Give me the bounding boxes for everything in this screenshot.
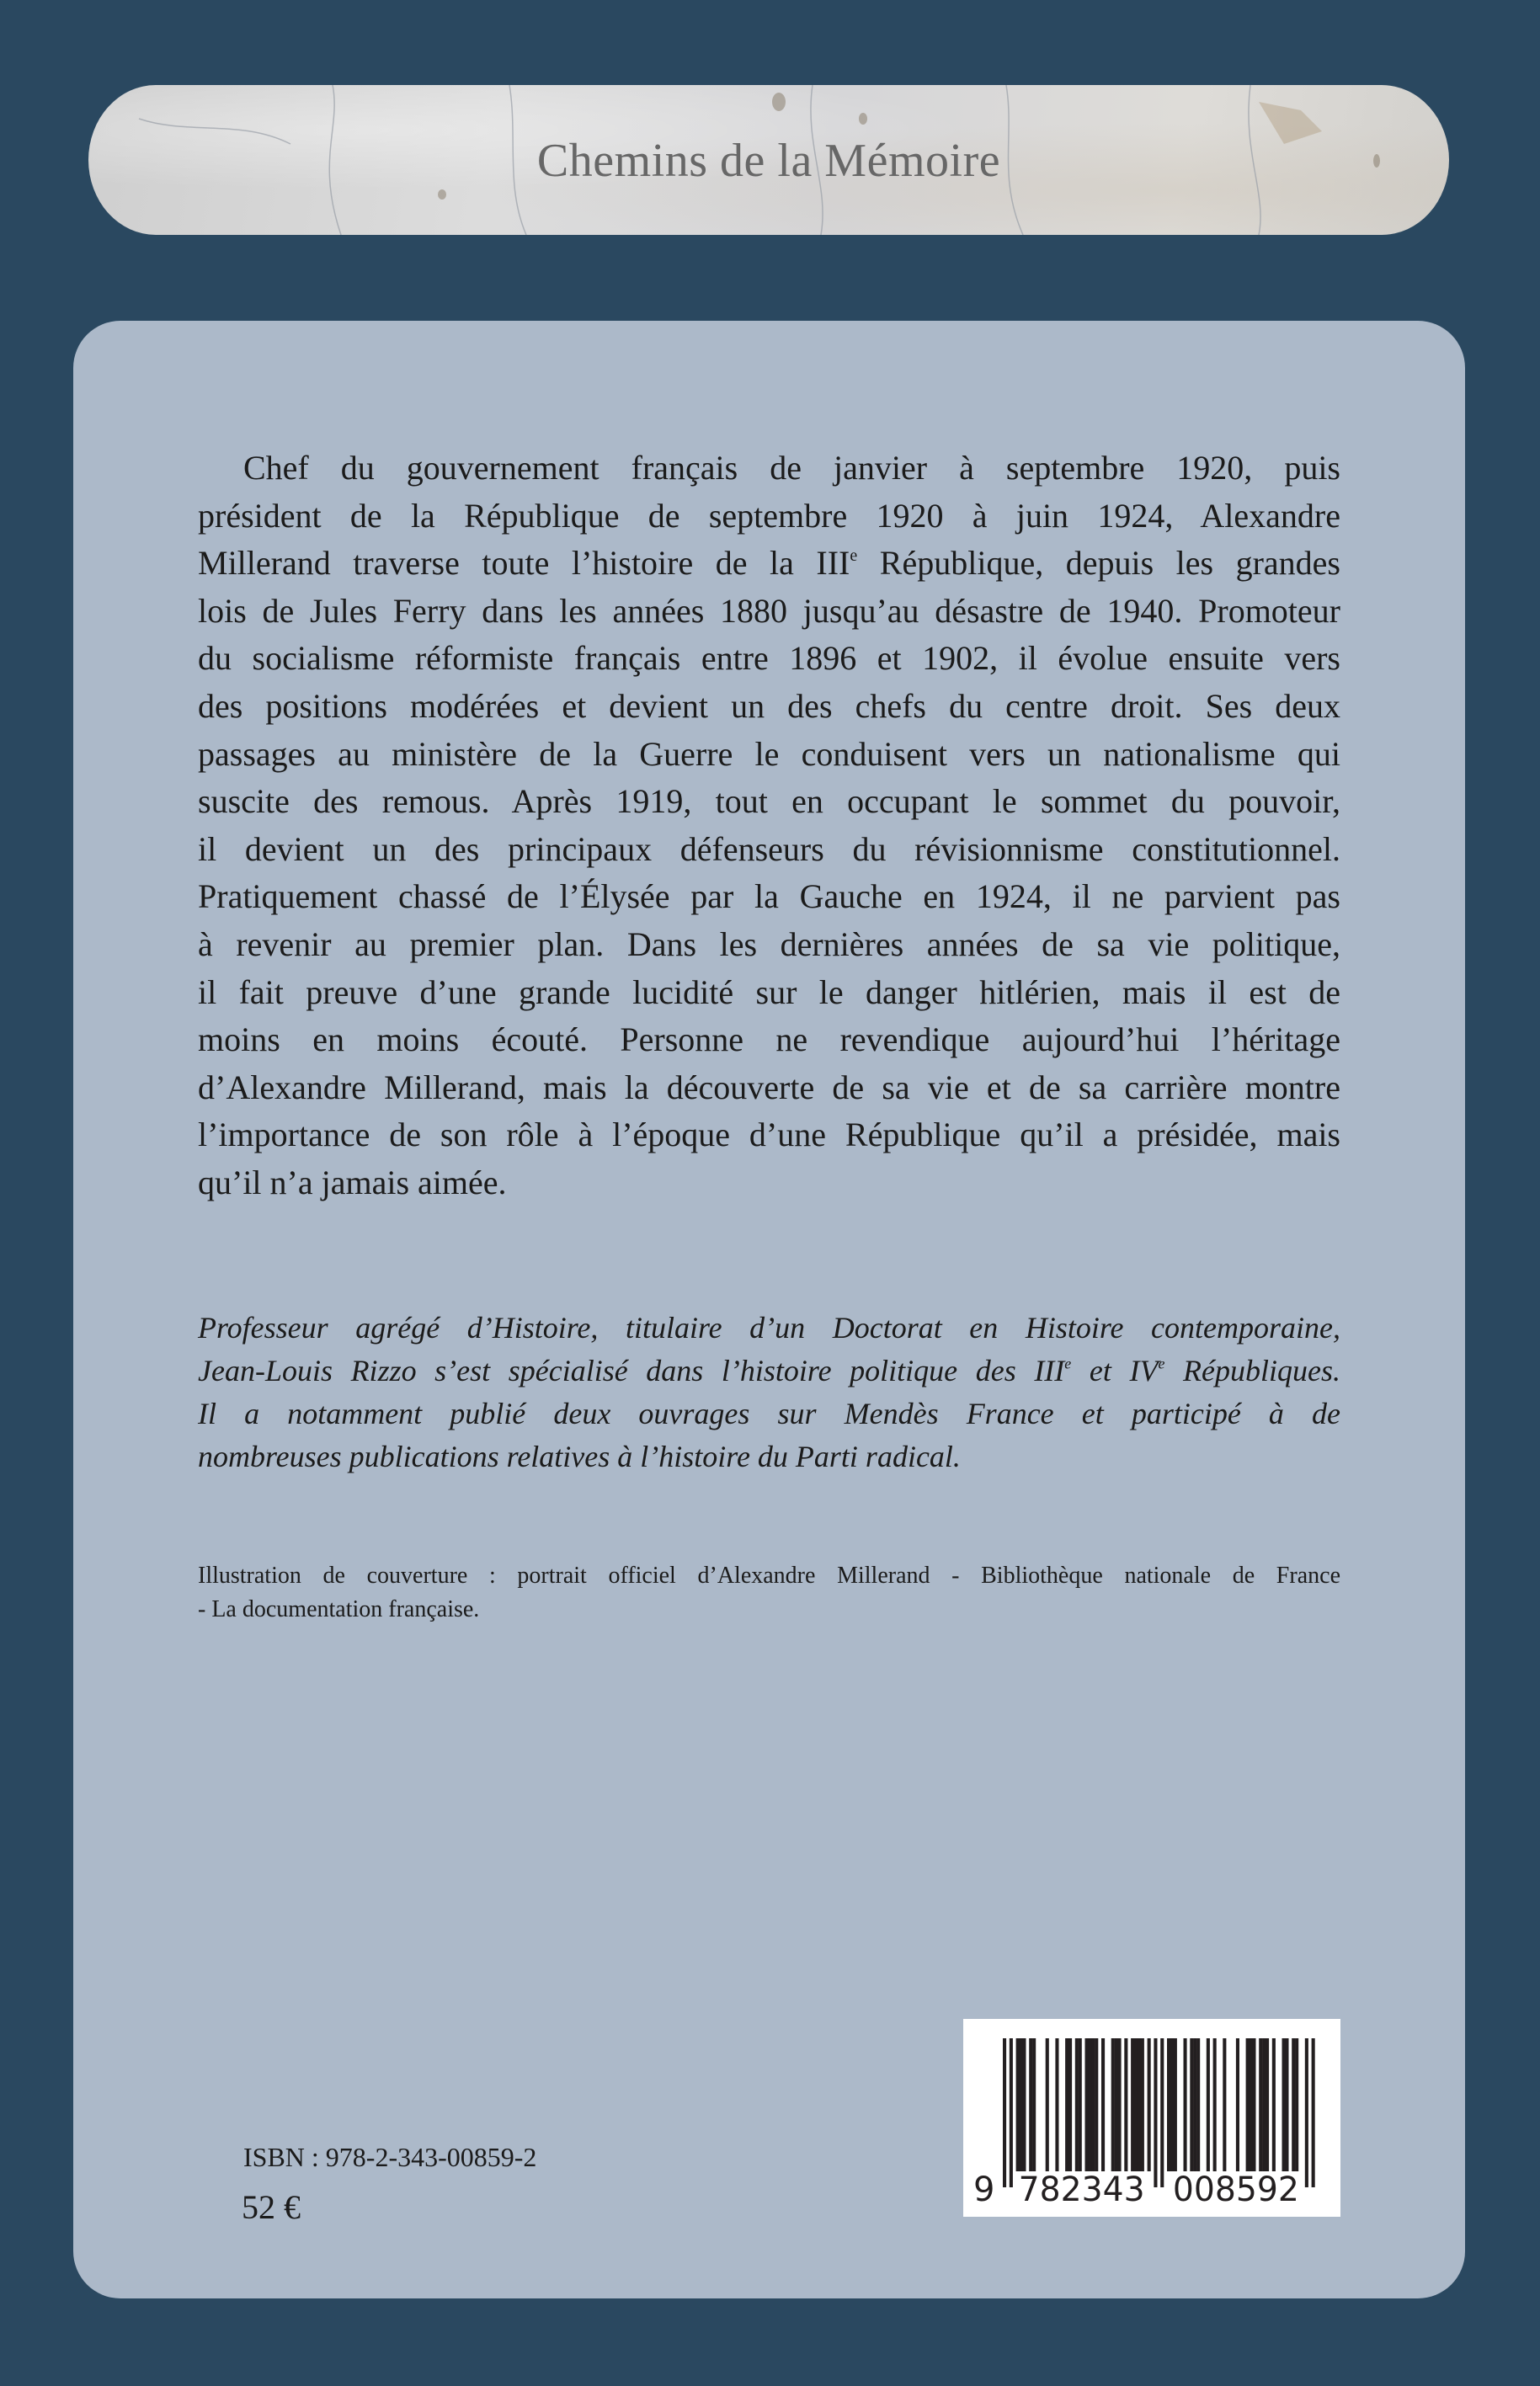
barcode-bar bbox=[1223, 2038, 1226, 2171]
barcode-bar bbox=[1068, 2038, 1072, 2171]
barcode-bar bbox=[1101, 2038, 1105, 2171]
text-segment: l’importance de son rôle à l’époque d’une République qu’il a présidée, mais bbox=[198, 1116, 1340, 1154]
barcode-bar bbox=[1213, 2038, 1217, 2171]
text-line bbox=[198, 1350, 1340, 1393]
author-bio bbox=[198, 1307, 1340, 1478]
superscript: e bbox=[1158, 1355, 1165, 1372]
price: 52 € bbox=[242, 2188, 301, 2226]
text-line bbox=[198, 731, 1340, 779]
text-line bbox=[198, 921, 1340, 969]
barcode-bar bbox=[1272, 2038, 1276, 2171]
barcode-bar bbox=[1022, 2038, 1026, 2171]
barcode-digits: 782343 bbox=[1018, 2170, 1145, 2209]
barcode-bar bbox=[1252, 2038, 1255, 2171]
barcode bbox=[963, 2019, 1340, 2217]
text-line bbox=[198, 1307, 1340, 1350]
barcode-bar bbox=[1095, 2038, 1098, 2171]
barcode-bars bbox=[963, 2019, 1340, 2217]
barcode-bar bbox=[1111, 2038, 1115, 2171]
barcode-bar bbox=[1262, 2038, 1266, 2171]
barcode-bar bbox=[1046, 2038, 1049, 2171]
barcode-bar bbox=[1065, 2038, 1068, 2171]
barcode-bar bbox=[1190, 2038, 1193, 2171]
text-segment: Il a notamment publié deux ouvrages sur Mendès France et participé à de bbox=[198, 1397, 1340, 1430]
text-line bbox=[198, 493, 1340, 541]
barcode-bar bbox=[1170, 2038, 1174, 2171]
text-segment: Illustration de couverture : portrait officiel d’Alexandre Millerand - Bibliothèque nationale de France bbox=[198, 1563, 1340, 1589]
barcode-bar bbox=[1079, 2038, 1082, 2171]
text-segment: président de la République de septembre 1920 à juin 1924, Alexandre bbox=[198, 496, 1340, 535]
text-segment: Chef du gouvernement français de janvier à septembre 1920, puis bbox=[243, 449, 1340, 487]
text-segment: Républiques. bbox=[1164, 1354, 1341, 1387]
text-segment: du socialisme réformiste français entre 1896 et 1902, il évolue ensuite vers bbox=[198, 639, 1340, 678]
barcode-bar bbox=[1003, 2038, 1006, 2187]
barcode-bar bbox=[1160, 2038, 1164, 2187]
barcode-digits: 9 bbox=[973, 2170, 995, 2209]
text-line bbox=[198, 1593, 1340, 1627]
text-line bbox=[198, 588, 1340, 636]
text-segment: Pratiquement chassé de l’Élysée par la Gauche en 1924, il ne parvient pas bbox=[198, 877, 1340, 916]
text-segment: des positions modérées et devient un des chefs du centre droit. Ses deux bbox=[198, 686, 1340, 725]
text-line bbox=[198, 1064, 1340, 1112]
summary-paragraph bbox=[198, 445, 1340, 1207]
barcode-bar bbox=[1085, 2038, 1089, 2171]
text-segment: suscite des remous. Après 1919, tout en occupant le sommet du pouvoir, bbox=[198, 782, 1340, 821]
text-line bbox=[198, 778, 1340, 826]
barcode-bar bbox=[1259, 2038, 1262, 2171]
text-line bbox=[198, 683, 1340, 731]
barcode-bar bbox=[1141, 2038, 1144, 2171]
text-segment: moins en moins écouté. Personne ne revendique aujourd’hui l’héritage bbox=[198, 1020, 1340, 1059]
barcode-bar bbox=[1312, 2038, 1315, 2187]
text-segment: et IV bbox=[1071, 1354, 1159, 1387]
superscript: e bbox=[850, 546, 858, 566]
barcode-bar bbox=[1266, 2038, 1269, 2171]
barcode-bar bbox=[1167, 2038, 1170, 2171]
barcode-bar bbox=[1250, 2038, 1253, 2171]
barcode-bar bbox=[1154, 2038, 1157, 2187]
series-title: Chemins de la Mémoire bbox=[536, 135, 1001, 187]
text-segment: - La documentation française. bbox=[198, 1596, 480, 1622]
barcode-bar bbox=[1174, 2038, 1177, 2171]
barcode-bar bbox=[1138, 2038, 1141, 2171]
barcode-bar bbox=[1184, 2038, 1187, 2171]
barcode-bar bbox=[1075, 2038, 1079, 2171]
text-segment: République, depuis les grandes bbox=[857, 544, 1340, 583]
barcode-bar bbox=[1115, 2038, 1118, 2171]
text-line bbox=[198, 969, 1340, 1017]
text-line bbox=[198, 1111, 1340, 1159]
barcode-bar bbox=[1118, 2038, 1122, 2171]
text-segment: d’Alexandre Millerand, mais la découverte de sa vie et de sa carrière montre bbox=[198, 1068, 1340, 1106]
text-line bbox=[198, 445, 1340, 493]
text-segment: passages au ministère de la Guerre le conduisent vers un nationalisme qui bbox=[198, 734, 1340, 773]
text-segment: Professeur agrégé d’Histoire, titulaire d’un Doctorat en Histoire contemporaine, bbox=[198, 1311, 1340, 1345]
text-line bbox=[198, 1159, 1340, 1207]
text-segment: il fait preuve d’une grande lucidité sur le danger hitlérien, mais il est de bbox=[198, 972, 1340, 1011]
barcode-bar bbox=[1134, 2038, 1138, 2171]
barcode-bar bbox=[1207, 2038, 1210, 2171]
barcode-bar bbox=[1295, 2038, 1298, 2171]
barcode-bar bbox=[1029, 2038, 1032, 2171]
barcode-bar bbox=[1131, 2038, 1134, 2171]
text-line bbox=[198, 635, 1340, 683]
text-line bbox=[198, 1016, 1340, 1064]
barcode-bar bbox=[1305, 2038, 1308, 2187]
barcode-bar bbox=[1196, 2038, 1200, 2171]
barcode-bar bbox=[1091, 2038, 1095, 2171]
text-segment: lois de Jules Ferry dans les années 1880 jusqu’au désastre de 1940. Promoteur bbox=[198, 591, 1340, 630]
barcode-bar bbox=[1282, 2038, 1286, 2171]
text-line bbox=[198, 1435, 1340, 1478]
isbn: ISBN : 978-2-343-00859-2 bbox=[243, 2142, 537, 2172]
text-segment: qu’il n’a jamais aimée. bbox=[198, 1163, 507, 1201]
text-line bbox=[198, 873, 1340, 921]
barcode-bar bbox=[1016, 2038, 1020, 2171]
barcode-bar bbox=[1088, 2038, 1091, 2171]
barcode-bar bbox=[1285, 2038, 1288, 2171]
text-line bbox=[198, 540, 1340, 588]
text-line bbox=[198, 1393, 1340, 1435]
text-segment: à revenir au premier plan. Dans les dernières années de sa vie politique, bbox=[198, 924, 1340, 963]
barcode-bar bbox=[1193, 2038, 1196, 2171]
barcode-digits: 008592 bbox=[1172, 2170, 1299, 2209]
text-segment: Jean-Louis Rizzo s’est spécialisé dans l’histoire politique des III bbox=[198, 1354, 1065, 1387]
barcode-bar bbox=[1010, 2038, 1013, 2187]
barcode-bar bbox=[1246, 2038, 1250, 2171]
text-segment: il devient un des principaux défenseurs du révisionnisme constitutionnel. bbox=[198, 829, 1340, 868]
barcode-bar bbox=[1148, 2038, 1151, 2171]
barcode-bar bbox=[1124, 2038, 1127, 2171]
barcode-bar bbox=[1236, 2038, 1239, 2171]
text-segment: nombreuses publications relatives à l’histoire du Parti radical. bbox=[198, 1440, 961, 1473]
barcode-bar bbox=[1020, 2038, 1023, 2171]
barcode-bar bbox=[1032, 2038, 1036, 2171]
barcode-bar bbox=[1055, 2038, 1058, 2171]
barcode-bar bbox=[1292, 2038, 1295, 2171]
superscript: e bbox=[1064, 1355, 1072, 1372]
text-line bbox=[198, 826, 1340, 874]
text-line bbox=[198, 1559, 1340, 1593]
illustration-credit bbox=[198, 1559, 1340, 1627]
text-segment: Millerand traverse toute l’histoire de la III bbox=[198, 544, 850, 583]
series-banner bbox=[88, 85, 1449, 235]
